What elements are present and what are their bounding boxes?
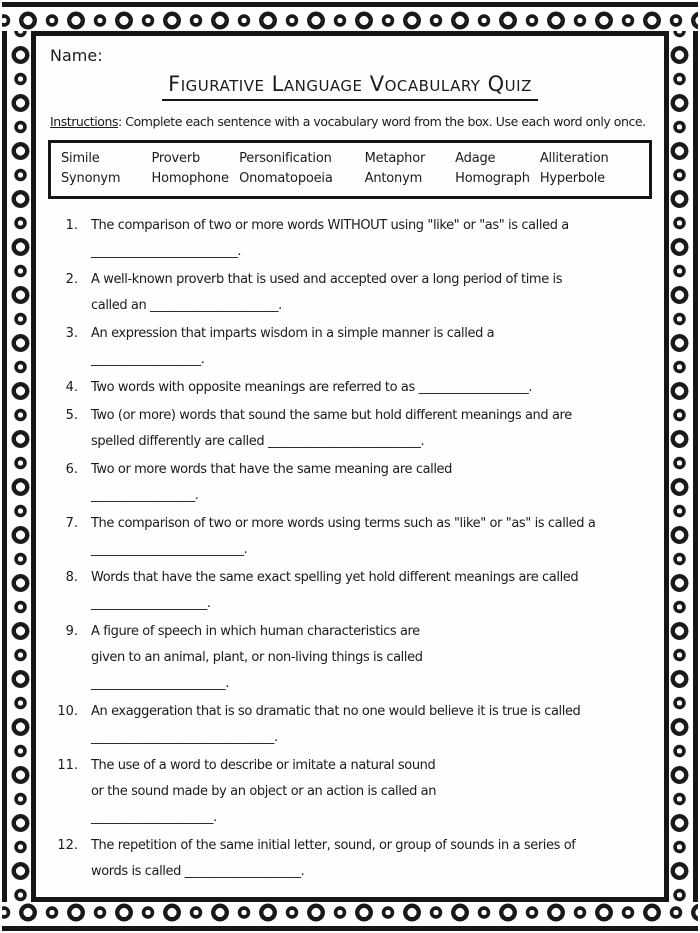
name-label: Name: <box>50 46 103 65</box>
word-box-item: Synonym <box>61 171 121 186</box>
question-row <box>48 267 652 319</box>
question-line: called an _____________________. <box>91 298 282 313</box>
word-box-item: Homophone <box>151 171 229 186</box>
question-text <box>91 565 652 617</box>
question-text <box>91 511 652 563</box>
question-line: An exaggeration that is so dramatic that no one would believe it is true is called <box>91 704 581 719</box>
question-line: Words that have the same exact spelling yet hold different meanings are called <box>91 570 579 585</box>
title-wrap <box>48 72 652 101</box>
ring-border-bottom <box>2 899 698 931</box>
question-line: The repetition of the same initial letter, sound, or group of sounds in a series of <box>91 838 576 853</box>
question-line: A well-known proverb that is used and accepted over a long period of time is <box>91 272 563 287</box>
question-row <box>48 833 652 885</box>
question-number: 8. <box>65 570 78 585</box>
ring-border-top <box>2 2 698 34</box>
question-line: ______________________. <box>91 676 229 691</box>
question-number: 6. <box>65 462 78 477</box>
question-line: given to an animal, plant, or non-living things is called <box>91 650 423 665</box>
question-line: Two (or more) words that sound the same but hold different meanings and are <box>91 408 572 423</box>
question-line: or the sound made by an object or an action is called an <box>91 784 437 799</box>
instructions-text: : Complete each sentence with a vocabulary word from the box. Use each word only once. <box>118 114 646 129</box>
question-line: The comparison of two or more words WITHOUT using "like" or "as" is called a <box>91 218 569 233</box>
word-box-item: Alliteration <box>539 151 609 166</box>
word-box-item: Hyperbole <box>539 171 605 186</box>
question-line: ___________________. <box>91 596 211 611</box>
question-line: __________________. <box>91 352 205 367</box>
word-box-item: Simile <box>61 151 100 166</box>
question-number: 3. <box>65 326 78 341</box>
question-number: 2. <box>65 272 78 287</box>
question-text <box>91 213 652 265</box>
question-text <box>91 699 652 751</box>
question-line: spelled differently are called _________________________. <box>91 434 425 449</box>
question-text <box>91 753 652 831</box>
questions-list <box>48 213 652 885</box>
question-line: An expression that imparts wisdom in a simple manner is called a <box>91 326 495 341</box>
word-box-item: Proverb <box>151 151 201 166</box>
word-box-item: Adage <box>455 151 496 166</box>
question-line: ______________________________. <box>91 730 278 745</box>
question-number: 9. <box>65 624 78 639</box>
question-row <box>48 511 652 563</box>
question-line: ____________________. <box>91 810 217 825</box>
word-box-item: Metaphor <box>364 151 426 166</box>
question-line: A figure of speech in which human characteristics are <box>91 624 420 639</box>
question-number: 1. <box>65 218 78 233</box>
question-number: 4. <box>65 380 78 395</box>
word-box <box>48 140 652 199</box>
question-line: _________________________. <box>91 542 248 557</box>
ring-border-left <box>2 31 34 902</box>
question-text <box>91 267 652 319</box>
question-row <box>48 457 652 509</box>
question-text <box>91 403 652 455</box>
question-row <box>48 403 652 455</box>
word-box-item: Onomatopoeia <box>239 171 333 186</box>
question-line: The comparison of two or more words using terms such as "like" or "as" is called a <box>91 516 596 531</box>
question-text <box>91 321 652 373</box>
word-box-item: Personification <box>239 151 332 166</box>
question-line: Two words with opposite meanings are referred to as __________________. <box>91 380 533 395</box>
question-number: 5. <box>65 408 78 423</box>
question-row <box>48 375 652 401</box>
question-text <box>91 833 652 885</box>
question-row <box>48 619 652 697</box>
question-number: 11. <box>57 758 78 773</box>
ring-border-right <box>666 31 698 902</box>
page-title: Figurative Language Vocabulary Quiz <box>162 72 538 101</box>
question-line: words is called ___________________. <box>91 864 305 879</box>
question-row <box>48 699 652 751</box>
worksheet-body <box>31 31 669 902</box>
question-row <box>48 321 652 373</box>
question-row <box>48 753 652 831</box>
question-text <box>91 375 652 401</box>
question-number: 12. <box>57 838 78 853</box>
question-text <box>91 457 652 509</box>
instructions-line <box>50 114 652 129</box>
question-row <box>48 213 652 265</box>
instructions-label: Instructions <box>50 114 119 129</box>
question-number: 7. <box>65 516 78 531</box>
question-text <box>91 619 652 697</box>
question-row <box>48 565 652 617</box>
question-line: _________________. <box>91 488 199 503</box>
question-line: ________________________. <box>91 244 242 259</box>
question-line: The use of a word to describe or imitate a natural sound <box>91 758 436 773</box>
word-box-item: Homograph <box>455 171 530 186</box>
question-number: 10. <box>57 704 78 719</box>
word-box-item: Antonym <box>364 171 423 186</box>
question-line: Two or more words that have the same meaning are called <box>91 462 453 477</box>
